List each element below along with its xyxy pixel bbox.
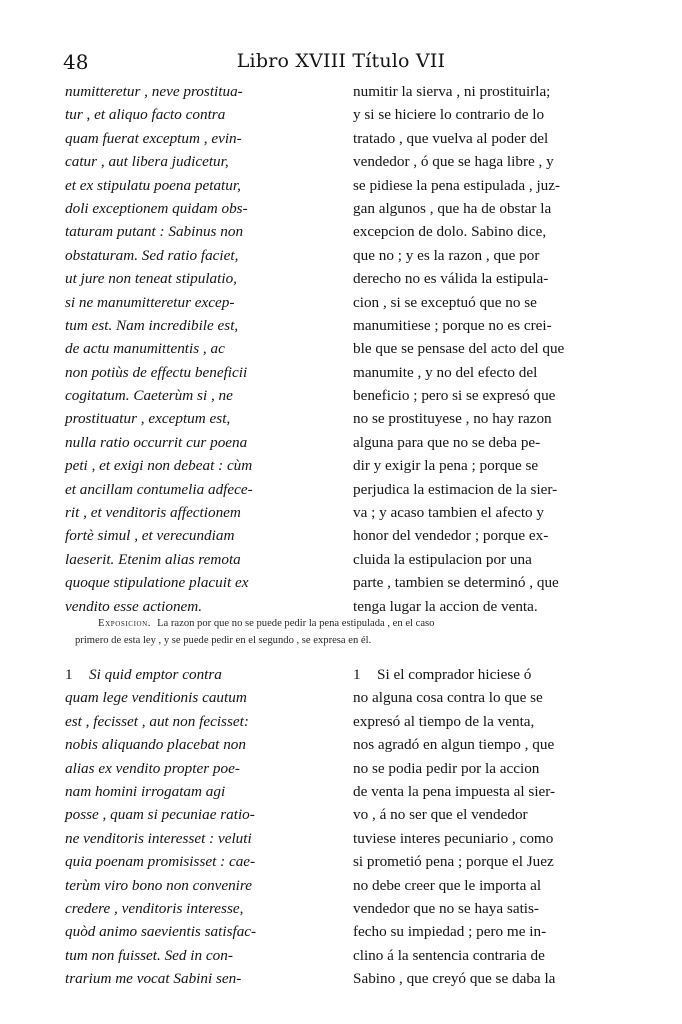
- spanish-line: expresó al tiempo de la venta,: [353, 712, 535, 730]
- latin-line: terùm viro bono non convenire: [65, 876, 252, 894]
- spanish-line: ble que se pensase del acto del que: [353, 340, 565, 358]
- latin-column-top: [65, 80, 340, 618]
- spanish-line: vendedor , ó que se haga libre , y: [353, 153, 554, 171]
- spanish-line: no se podia pedir por la accion: [353, 759, 540, 777]
- note-line-1: [98, 615, 628, 632]
- latin-line: quoque stipulatione placuit ex: [65, 574, 249, 592]
- spanish-line: clino á la sentencia contraria de: [353, 946, 545, 964]
- latin-line: credere , venditoris interesse,: [65, 899, 244, 917]
- note-text-1: La razon por que no se puede pedir la pena estipulada , en el caso: [157, 618, 435, 629]
- spanish-line: tratado , que vuelva al poder del: [353, 129, 549, 147]
- spanish-line: y si se hiciere lo contrario de lo: [353, 106, 545, 124]
- spanish-line: fecho su impiedad ; pero me in-: [353, 923, 547, 941]
- note-label: Exposicion.: [98, 618, 152, 629]
- spanish-line: se pidiese la pena estipulada , juz-: [353, 176, 561, 194]
- latin-line: posse , quam si pecuniae ratio-: [65, 806, 255, 824]
- page-header: [0, 50, 682, 80]
- page-number: 48: [63, 50, 89, 74]
- spanish-line: vendedor que no se haya satis-: [353, 899, 539, 917]
- latin-line: nam homini irrogatam agi: [65, 782, 226, 800]
- latin-line: taturam putant : Sabinus non: [65, 223, 244, 241]
- latin-line: nulla ratio occurrit cur poena: [65, 433, 248, 451]
- latin-line: nobis aliquando placebat non: [65, 736, 246, 754]
- latin-line: vendito esse actionem.: [65, 597, 203, 615]
- spanish-line: nos agradó en algun tiempo , que: [353, 736, 555, 754]
- spanish-line: va ; y acaso tambien el afecto y: [353, 504, 545, 522]
- latin-column-section-1: [65, 663, 340, 990]
- latin-line: tum non fuisset. Sed in con-: [65, 946, 233, 964]
- latin-line: prostituatur , exceptum est,: [65, 410, 231, 428]
- latin-line: tur , et aliquo facto contra: [65, 106, 226, 124]
- spanish-line: que no ; y es la razon , que por: [353, 246, 540, 264]
- latin-line: si ne manumitteretur excep-: [65, 293, 235, 311]
- spanish-line: manumite , y no del efecto del: [353, 363, 538, 381]
- spanish-line: beneficio ; pero si se expresó que: [353, 387, 556, 405]
- spanish-line: parte , tambien se determinó , que: [353, 574, 559, 592]
- latin-line: [65, 663, 340, 686]
- running-head: Libro XVIII Título VII: [236, 50, 446, 72]
- spanish-line: tenga lugar la accion de venta.: [353, 597, 538, 615]
- spanish-column-top: [353, 80, 628, 618]
- latin-line: doli exceptionem quidam obs-: [65, 199, 248, 217]
- latin-line: est , fecisset , aut non fecisset:: [65, 712, 249, 730]
- spanish-line: Sabino , que creyó que se daba la: [353, 970, 556, 988]
- latin-line: trarium me vocat Sabini sen-: [65, 970, 242, 988]
- spanish-line: si prometió pena ; porque el Juez: [353, 853, 554, 871]
- spanish-line: gan algunos , que ha de obstar la: [353, 199, 552, 217]
- latin-line: tum est. Nam incredibile est,: [65, 316, 239, 334]
- spanish-line: tuviese interes pecuniario , como: [353, 829, 554, 847]
- spanish-line: alguna para que no se deba pe-: [353, 433, 541, 451]
- note-line-2: primero de esta ley , y se puede pedir en el segundo , se expresa en él.: [75, 635, 372, 646]
- latin-line: non potiùs de effectu beneficii: [65, 363, 248, 381]
- latin-line: quia poenam promisisset : cae-: [65, 853, 256, 871]
- spanish-line: de venta la pena impuesta al sier-: [353, 782, 556, 800]
- spanish-line: vo , á no ser que el vendedor: [353, 806, 528, 824]
- section-number: 1: [65, 666, 73, 683]
- spanish-line: cion , si se exceptuó que no se: [353, 293, 537, 311]
- spanish-line-text: Si el comprador hiciese ó: [377, 666, 532, 683]
- latin-line: obstaturam. Sed ratio faciet,: [65, 246, 239, 264]
- latin-line: quam fuerat exceptum , evin-: [65, 129, 242, 147]
- latin-line: cogitatum. Caeterùm si , ne: [65, 387, 233, 405]
- spanish-line: no se prostituyese , no hay razon: [353, 410, 552, 428]
- spanish-column-section-1: [353, 663, 628, 990]
- spanish-line: honor del vendedor ; porque ex-: [353, 527, 549, 545]
- latin-line: ne venditoris interesset : veluti: [65, 829, 252, 847]
- latin-line: numitteretur , neve prostitua-: [65, 83, 243, 100]
- spanish-line: numitir la sierva , ni prostituirla;: [353, 83, 551, 100]
- latin-line: de actu manumittentis , ac: [65, 340, 225, 358]
- spanish-line: cluida la estipulacion por una: [353, 550, 532, 568]
- latin-line: fortè simul , et verecundiam: [65, 527, 235, 545]
- latin-line: peti , et exigi non debeat : cùm: [65, 457, 253, 475]
- spanish-line: derecho no es válida la estipula-: [353, 270, 549, 288]
- latin-line: alias ex vendito propter poe-: [65, 759, 240, 777]
- latin-line: catur , aut libera judicetur,: [65, 153, 229, 171]
- exposition-note: [75, 615, 628, 649]
- latin-line-text: Si quid emptor contra: [89, 666, 222, 683]
- spanish-line: no alguna cosa contra lo que se: [353, 689, 543, 707]
- spanish-line: manumitiese ; porque no es crei-: [353, 316, 552, 334]
- section-number: 1: [353, 666, 361, 683]
- spanish-line: perjudica la estimacion de la sier-: [353, 480, 558, 498]
- latin-line: quòd animo saevientis satisfac-: [65, 923, 257, 941]
- spanish-line: [353, 663, 628, 686]
- spanish-line: no debe creer que le importa al: [353, 876, 542, 894]
- spanish-line: excepcion de dolo. Sabino dice,: [353, 223, 547, 241]
- latin-line: et ancillam contumelia adfece-: [65, 480, 253, 498]
- latin-line: laeserit. Etenim alias remota: [65, 550, 241, 568]
- latin-line: ut jure non teneat stipulatio,: [65, 270, 237, 288]
- latin-line: rit , et venditoris affectionem: [65, 504, 241, 522]
- latin-line: quam lege venditionis cautum: [65, 689, 247, 707]
- spanish-line: dir y exigir la pena ; porque se: [353, 457, 539, 475]
- latin-line: et ex stipulatu poena petatur,: [65, 176, 241, 194]
